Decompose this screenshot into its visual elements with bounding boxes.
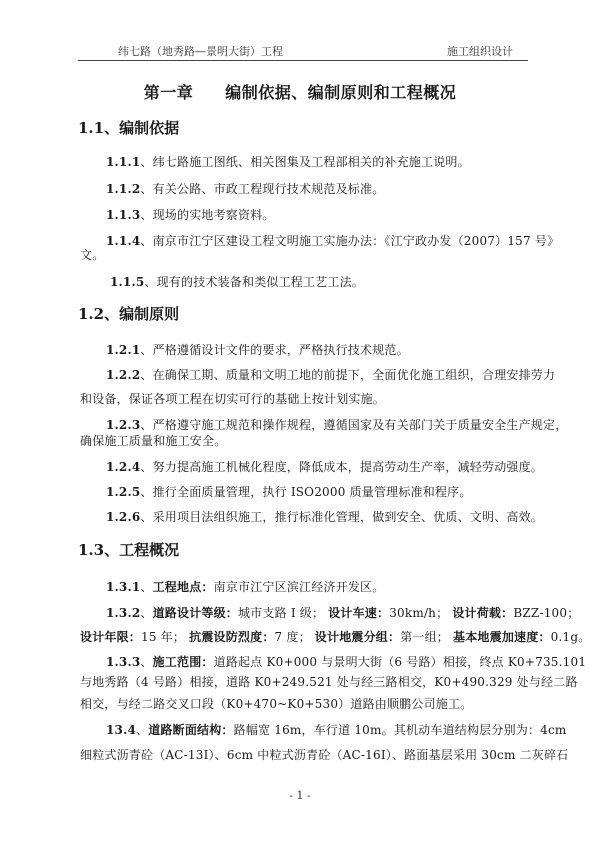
item-1-1-3: 1.1.3、现场的实地考察资料。 (106, 208, 275, 222)
item-1-3-4: 13.4、道路断面结构：路幅宽 16m，车行道 10m。其机动车道结构层分别为：4cm (106, 723, 567, 737)
item-1-2-6: 1.2.6、采用项目法组织施工，推行标准化管理，做到安全、优质、文明、高效。 (106, 510, 544, 524)
item-1-3-4-continuation: 细粒式沥青砼（AC-13I）、6cm 中粒式沥青砼（AC-16I）、路面基层采用 30cm 二灰碎石 (80, 748, 569, 762)
item-1-2-5: 1.2.5、推行全面质量管理，执行 ISO2000 质量管理标准和程序。 (106, 485, 472, 499)
page-number: - 1 - (289, 789, 311, 802)
item-1-2-2: 1.2.2、在确保工期、质量和文明工地的前提下，全面优化施工组织，合理安排劳力 (106, 368, 556, 382)
item-1-1-4: 1.1.4、南京市江宁区建设工程文明施工实施办法：《江宁政办发（2007）157 号》 (106, 234, 560, 248)
running-header-project: 纬七路（地秀路—景明大街）工程 (118, 45, 283, 58)
item-1-3-3-continuation-1: 与地秀路（4 号路）相接，道路 K0+249.521 处与经三路相交，K0+490.329 处与经二路 (80, 675, 578, 689)
chapter-heading: 编制依据、编制原则和工程概况 (225, 83, 457, 102)
section-1-2-heading: 1.2、编制原则 (78, 305, 180, 323)
item-1-3-1: 1.3.1、工程地点：南京市江宁区滨江经济开发区。 (106, 580, 385, 594)
item-1-2-2-continuation: 和设备，保证各项工程在切实可行的基础上按计划实施。 (80, 392, 386, 406)
chapter-number: 第一章 (143, 83, 194, 102)
item-1-2-3-continuation: 确保施工质量和施工安全。 (80, 434, 227, 448)
item-1-3-3: 1.3.3、施工范围：道路起点 K0+000 与景明大街（6 号路）相接，终点 K0+735.101 (106, 655, 587, 669)
item-1-1-2: 1.1.2、有关公路、市政工程现行技术规范及标准。 (106, 182, 385, 196)
item-1-3-2-continuation: 设计年限：15 年； 抗震设防烈度：7 度； 设计地震分组：第一组； 基本地震加速度：0.1g。 (80, 630, 591, 644)
item-1-2-3: 1.2.3、严格遵守施工规范和操作规程，遵循国家及有关部门关于质量安全生产规定， (106, 418, 568, 432)
chapter-title (0, 80, 600, 103)
item-1-3-2: 1.3.2、道路设计等级：城市支路 I 级； 设计车速：30km/h； 设计荷载：BZZ-100； (106, 606, 580, 620)
item-1-2-4: 1.2.4、努力提高施工机械化程度，降低成本，提高劳动生产率，减轻劳动强度。 (106, 460, 544, 474)
item-1-1-4-continuation: 文。 (80, 248, 105, 262)
running-header-doc-type: 施工组织设计 (447, 45, 513, 58)
item-1-1-5: 1.1.5、现有的技术装备和类似工程工艺工法。 (110, 275, 365, 289)
item-1-1-1: 1.1.1、纬七路施工图纸、相关图集及工程部相关的补充施工说明。 (106, 155, 470, 169)
header-divider (78, 60, 528, 61)
section-1-1-heading: 1.1、编制依据 (78, 119, 180, 137)
item-1-3-3-continuation-2: 相交，与经二路交叉口段（K0+470~K0+530）道路由顺鹏公司施工。 (80, 697, 473, 711)
item-1-2-1: 1.2.1、严格遵循设计文件的要求，严格执行技术规范。 (106, 343, 409, 357)
section-1-3-heading: 1.3、工程概况 (78, 541, 180, 559)
